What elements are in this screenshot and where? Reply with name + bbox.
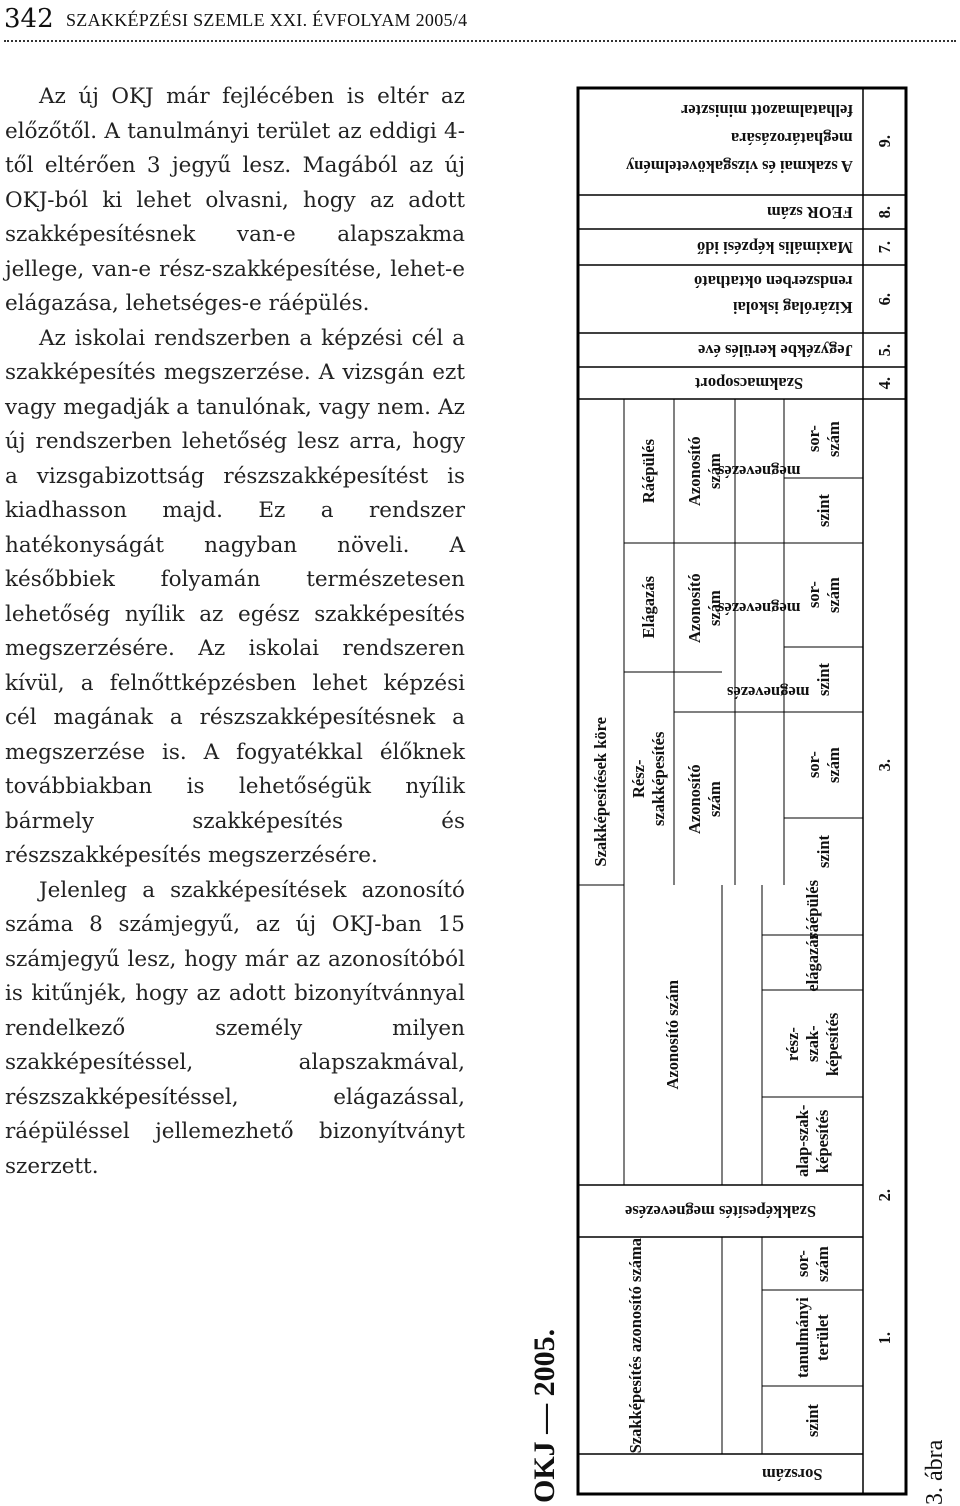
col-number: 6.: [874, 292, 894, 306]
azonosito-szama-header: Szakképesítés azonosító száma: [626, 1237, 645, 1454]
col-number: 1.: [874, 1331, 894, 1345]
paragraph: Az iskolai rendszerben a képzési cél a szakképesítés megszerzése. A vizsgán ezt vagy megadják a tanulónak, vagy nem. Az új rendszerben lehetőség lesz arra, hogy a vizsgabizottság részszakképesítést is kiadhasson majd. Ez a rendszer hatékonyságát nagyban növeli. A későbbiek folyamán természetesen lehetőség nyílik az egész szakképesítés megszerzésére. Az iskolai rendszeren kívül, a felnőttképzésben lehet képzési cél magának a részszakképesítésnek a megszerzése is. A fogyatékkal élőknek továbbiakban is lehetőségük nyílik bármely szakképesítés és részszakképesítés megszerzésére.: [5, 325, 465, 868]
figure-caption: 3. ábra: [922, 1439, 948, 1505]
megnevezes-sub: megnevezés: [718, 598, 801, 618]
paragraph: Jelenleg a szakképesítések azonosító száma 8 számjegyű, az új OKJ-ban 15 számjegyű lesz, hogy már az azonosítóból is kitűnjék, hogy az adott bizonyítvánnyal rendelkező személy milyen szakképesítéssel, alapszakmával, részszakképesítéssel, elágazással, ráépüléssel jellemezhető bizonyítványt szerzett.: [5, 877, 465, 1179]
sorszam-cell: Sorszám: [762, 1465, 823, 1484]
col-number: 3.: [874, 758, 894, 772]
running-head: SZAKKÉPZÉSI SZEMLE XXI. ÉVFOLYAM 2005/4: [66, 10, 468, 30]
megnevezes-sub: megnevezés: [718, 462, 801, 481]
tanulmanyi-terulet-cell: tanulmányi terület: [792, 1297, 832, 1379]
szint-sub: szint: [813, 835, 833, 868]
jegyzekbe-cell: Jegyzékbe kerülés éve: [698, 341, 853, 360]
figure-title: OKJ — 2005.: [528, 1328, 561, 1503]
col-number: 7.: [874, 240, 894, 254]
paragraph: Az új OKJ már fejlécében is eltér az előzőtől. A tanulmányi terület az eddigi 4-től eltérően 3 jegyű lesz. Magából az új OKJ-ból ki lehet olvasni, hogy az adott szakképesítésnek van-e alapszakma jellege, van-e rész-szakképesítése, lehet-e elágazása, lehetséges-e ráépülés.: [5, 84, 465, 316]
reszszak-cell: rész-szak-képesítés: [782, 1011, 842, 1076]
col-number: 5.: [874, 343, 894, 357]
szint-sub: szint: [813, 663, 833, 696]
col-number: 2.: [874, 1188, 894, 1202]
elagazas-header: Elágazás: [639, 576, 658, 639]
azonosito-szam-sub: Azonosító szám: [684, 763, 724, 834]
megnevezes-sub: megnevezés: [727, 683, 810, 702]
feor-cell: FEOR szám: [767, 203, 853, 222]
sorszam-sub: sor-szám: [803, 420, 843, 457]
page-number: 342: [4, 4, 54, 34]
col-number: 4.: [874, 376, 894, 390]
megnevezese-header: Szakképesítés megnevezése: [624, 1202, 817, 1221]
szint-sub: szint: [813, 494, 833, 527]
szakkepesitesek-kore-header: Szakképesítések köre: [591, 717, 610, 867]
szint-cell: szint: [802, 1403, 822, 1437]
kizarolag-cell: rendszerben oktatható Kizárólag iskolai: [694, 272, 853, 317]
col-number: 8.: [874, 205, 894, 219]
azonosito-szam-sub: Azonosító szám: [684, 572, 724, 643]
alapszak-cell: alap-szak-képesítés: [792, 1104, 832, 1178]
maximalis-cell: Maximális képzési idő: [697, 238, 853, 257]
elagazas-small-cell: elágazás: [802, 933, 822, 992]
sorszam-sub-cell: sor-szám: [792, 1245, 832, 1282]
azonosito-szam-sub: Azonosító szám: [684, 436, 724, 506]
resz-szakkepesites-header: Rész-szakképesítés: [629, 731, 668, 826]
szakmai-cell: felhatalmazott miniszter meghatározására A szakmai és vizsgakövetelmény: [626, 101, 853, 176]
sorszam-sub: sor-szám: [803, 577, 843, 613]
sorszam-sub: sor-szám: [803, 747, 843, 783]
szakmacsoport-cell: Szakmacsoport: [694, 374, 803, 393]
raepules-header: Ráépülés: [639, 438, 658, 504]
azonosito-szam-header: Azonosító szám: [663, 980, 682, 1090]
col-number: 9.: [874, 135, 894, 148]
raepules-small-cell: ráépülés: [802, 880, 822, 940]
